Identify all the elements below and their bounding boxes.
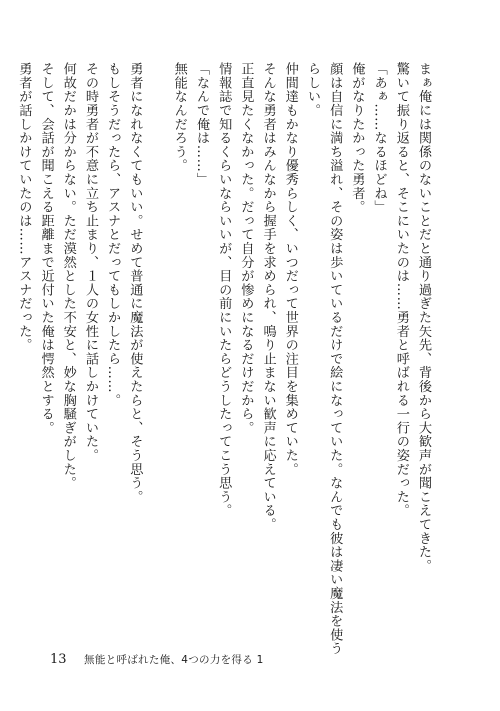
paragraph: まぁ俺には関係のないことだと通り過ぎた矢先、背後から大歓声が聞こえてきた。 bbox=[416, 62, 431, 573]
paragraph: 顔は自信に満ち溢れ、その姿は歩いているだけで絵になっていた。なんでも彼は凄い魔法を使う bbox=[327, 62, 343, 656]
vertical-body-text bbox=[16, 62, 434, 656]
page-number: 13 bbox=[50, 652, 67, 667]
paragraph: 勇者になれなくてもいい。せめて普通に魔法が使えたらと、そう思う。 bbox=[127, 62, 143, 504]
paragraph: 勇者が話しかけていたのは……アスナだった。 bbox=[16, 62, 32, 352]
paragraph: そんな勇者はみんなから握手を求められ、鳴り止まない歓声に応えている。 bbox=[260, 62, 276, 532]
paragraph: 情報誌で知るくらいならいいが、目の前にいたらどうしたってこう思う。 bbox=[216, 62, 232, 518]
paragraph: 正直見たくなかった。だって自分が惨めになるだけだから。 bbox=[238, 62, 254, 435]
running-title: 無能と呼ばれた俺、4つの力を得る 1 bbox=[84, 654, 264, 666]
paragraph: もしそうだったら、アスナとだってもしかしたら……。 bbox=[105, 62, 121, 407]
paragraph: 無能なんだろう。 bbox=[171, 62, 187, 173]
paragraph: 何故だかは分からない。ただ漠然とした不安と、妙な胸騒ぎがした。 bbox=[60, 62, 76, 490]
paragraph: 俺がなりたかった勇者。 bbox=[349, 62, 365, 214]
dialogue-line: 「あぁ……なるほどね」 bbox=[371, 62, 387, 214]
paragraph-continuation: らしい。 bbox=[304, 62, 320, 118]
paragraph: 仲間達もかなり優秀らしく、いつだって世界の注目を集めていた。 bbox=[282, 62, 298, 476]
blank-line bbox=[145, 62, 167, 642]
paragraph: その時勇者が不意に立ち止まり、１人の女性に話しかけていた。 bbox=[82, 62, 98, 463]
page-footer bbox=[50, 653, 264, 667]
paragraph: そして、会話が聞こえる距離まで近付いた俺は愕然とする。 bbox=[38, 62, 54, 435]
paragraph: 驚いて振り返ると、そこにいたのは……勇者と呼ばれる一行の姿だった。 bbox=[393, 62, 409, 518]
dialogue-line: 「なんで俺は……」 bbox=[193, 62, 209, 187]
